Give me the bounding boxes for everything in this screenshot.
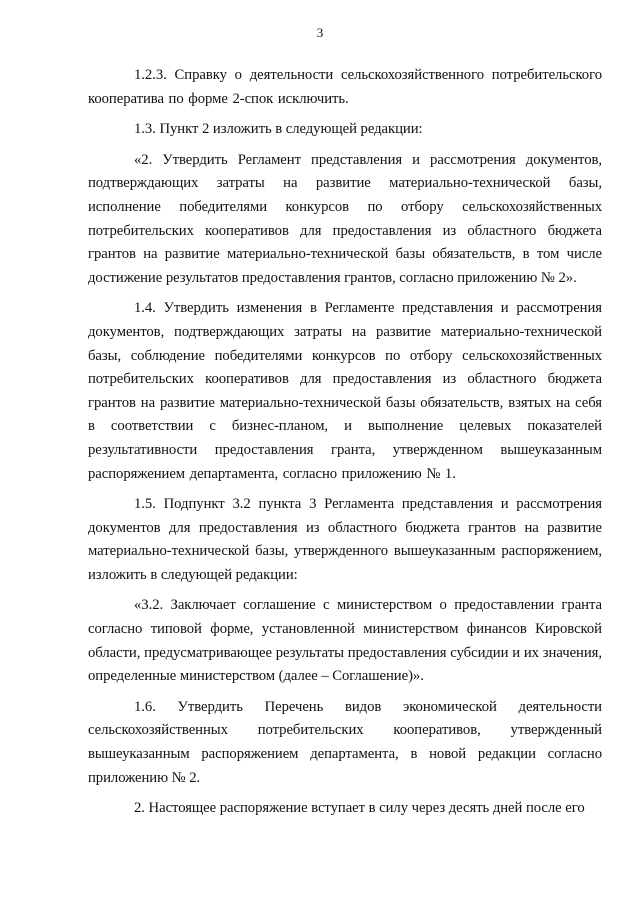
page-number: 3 — [316, 25, 324, 40]
paragraph-2: 2. Настоящее распоряжение вступает в силу через десять дней после его — [134, 800, 585, 817]
document-body — [88, 64, 602, 828]
paragraph-1-2-3: 1.2.3. Справку о деятельности сельскохозяйственного потребительского кооператива по форме 2-спок исключить. — [88, 67, 602, 107]
paragraph-quote-2: «2. Утвердить Регламент представления и рассмотрения документов, подтверждающих затраты на развитие материально-технической базы, исполнение победителями конкурсов по отбору сельскохозяйственных потребительских кооперативов для предоставления из областного бюджета грантов на развитие материально-технической базы обязательств, в том числе достижение результатов предоставления грантов, согласно приложению № 2». — [88, 151, 602, 286]
paragraph-1-6: 1.6. Утвердить Перечень видов экономической деятельности сельскохозяйственных потребительских кооперативов, утвержденный вышеуказанным распоряжением департамента, в новой редакции согласно приложению № 2. — [88, 698, 602, 786]
paragraph-1-3: 1.3. Пункт 2 изложить в следующей редакции: — [134, 121, 423, 138]
paragraph-1-5: 1.5. Подпункт 3.2 пункта 3 Регламента представления и рассмотрения документов для предоставления из областного бюджета грантов на развитие материально-технической базы, утвержденного вышеуказанным распоряжением, изложить в следующей редакции: — [88, 496, 602, 583]
paragraph-1-4: 1.4. Утвердить изменения в Регламенте представления и рассмотрения документов, подтверждающих затраты на развитие материально-технической базы, соблюдение победителями конкурсов по отбору сельскохозяйственных потребительских кооперативов для предоставления из областного бюджета грантов на развитие материально-технической базы обязательств, взятых на себя в соответствии с бизнес-планом, и выполнение целевых показателей результативности предоставления гранта, утвержденном вышеуказанным распоряжением департамента, согласно приложению № 1. — [88, 300, 602, 482]
paragraph-quote-3-2: «3.2. Заключает соглашение с министерством о предоставлении гранта согласно типовой форме, установленной министерством финансов Кировской области, предусматривающее результаты предоставления субсидии и их значения, определенные министерством (далее – Соглашение)». — [88, 597, 602, 685]
